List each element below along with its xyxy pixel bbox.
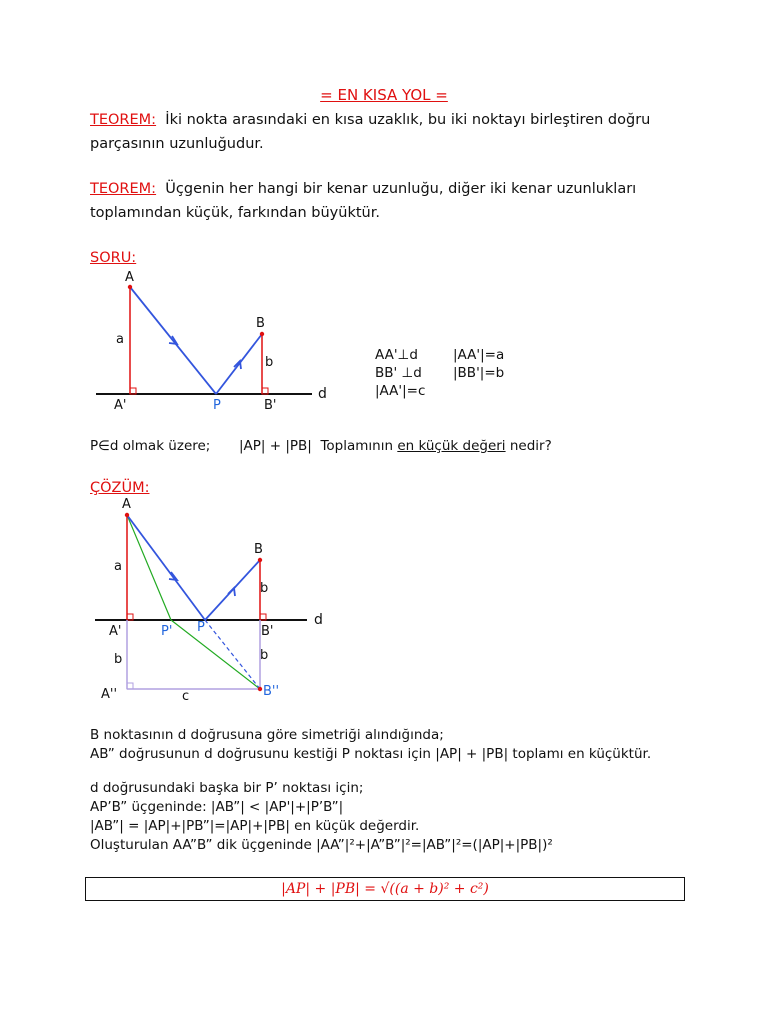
question-label: SORU: xyxy=(90,250,137,266)
right-angle-a-dprime xyxy=(127,683,133,689)
segment-p-prime-b-dprime xyxy=(171,620,260,689)
solution-line-2: AB” doğrusunun d doğrusunu kestiği P noktası için |AP| + |PB| toplamı en küçüktür. xyxy=(90,746,652,762)
sol-label-b-dprime: B'' xyxy=(263,684,280,699)
given-1b: |AA'|=a xyxy=(453,347,505,363)
solution-text xyxy=(90,726,651,855)
sol-label-d: d xyxy=(314,612,323,628)
point-b-2 xyxy=(258,558,262,562)
label-b-prime: B' xyxy=(264,398,277,413)
sol-label-c: c xyxy=(182,689,190,704)
sol-label-side-b1: b xyxy=(260,581,269,596)
theorem-2-label: TEOREM: xyxy=(90,181,157,197)
prompt-pre: P∈d olmak üzere; xyxy=(90,438,211,454)
segment-pb-dprime-dashed xyxy=(205,620,260,689)
sol-label-side-b2: b xyxy=(114,652,123,667)
theorem-1-text2: parçasının uzunluğudur. xyxy=(90,136,264,152)
page-title: = EN KISA YOL = xyxy=(320,86,448,104)
label-a-prime: A' xyxy=(114,398,127,413)
label-a: A xyxy=(125,270,134,285)
sol-label-b-prime: B' xyxy=(261,624,274,639)
solution-label: ÇÖZÜM: xyxy=(90,480,150,496)
point-b-dprime xyxy=(258,687,262,691)
theorem-1-label: TEOREM: xyxy=(90,112,157,128)
prompt-underlined: en küçük değeri xyxy=(397,438,506,454)
result-formula: |AP| + |PB| = √((a + b)² + c²) xyxy=(85,877,685,901)
sol-label-a-dprime: A'' xyxy=(101,687,118,702)
label-d: d xyxy=(318,386,327,402)
sol-label-a-prime: A' xyxy=(109,624,122,639)
sol-label-b: B xyxy=(254,542,263,557)
prompt-expr: |AP| + |PB| xyxy=(238,438,312,454)
solution-line-5: |AB”| = |AP|+|PB”|=|AP|+|PB| en küçük değerdir. xyxy=(90,818,420,834)
label-side-a: a xyxy=(116,332,124,347)
theorem-2-text: Üçgenin her hangi bir kenar uzunluğu, diğer iki kenar uzunlukları xyxy=(165,181,637,197)
solution-line-3: d doğrusundaki başka bir P’ noktası için; xyxy=(90,780,364,796)
point-a-2 xyxy=(125,513,129,517)
theorem-2-text2: toplamından küçük, farkından büyüktür. xyxy=(90,205,380,221)
segment-ap-prime xyxy=(127,515,171,620)
given-2a: BB' ⊥d xyxy=(375,365,422,381)
label-p: P xyxy=(213,398,221,413)
prompt-end: nedir? xyxy=(509,438,552,454)
solution-line-4: AP’B” üçgeninde: |AB”| < |AP'|+|P’B”| xyxy=(90,799,344,815)
solution-line-6: Oluşturulan AA”B” dik üçgeninde |AA”|²+|A”B”|²=|AB”|²=(|AP|+|PB|)² xyxy=(90,837,553,853)
prompt-mid: Toplamının xyxy=(320,438,394,454)
label-b: B xyxy=(256,316,265,331)
theorem-1-text: İki nokta arasındaki en kısa uzaklık, bu iki noktayı birleştiren doğru xyxy=(165,112,651,128)
given-3: |AA'|=c xyxy=(375,383,426,399)
sol-label-side-b3: b xyxy=(260,648,269,663)
given-1a: AA'⊥d xyxy=(375,347,418,363)
solution-line-1: B noktasının d doğrusuna göre simetriği alındığında; xyxy=(90,727,444,743)
sol-label-side-a: a xyxy=(114,559,122,574)
given-2b: |BB'|=b xyxy=(453,365,505,381)
label-side-b: b xyxy=(265,355,274,370)
sol-label-a: A xyxy=(122,497,131,512)
sol-label-p: P xyxy=(197,620,205,635)
segment-ap-2 xyxy=(127,515,205,620)
sol-label-p-prime: P' xyxy=(161,624,173,639)
